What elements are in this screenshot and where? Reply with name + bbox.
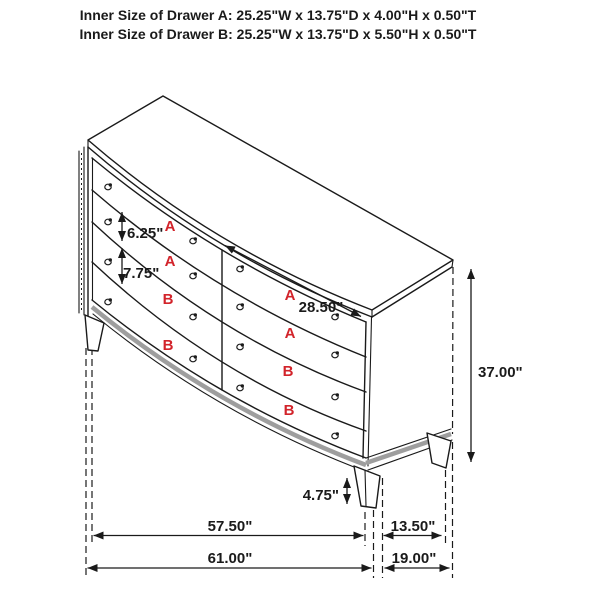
front-right-post	[363, 318, 372, 467]
knob-icon	[190, 355, 197, 362]
dim-label-case-front-width: 57.50"	[207, 518, 253, 535]
knob-icon	[105, 298, 112, 305]
knob-icon	[332, 351, 339, 358]
dim-label-leg-height: 4.75"	[302, 487, 339, 504]
dim-label-case-side-depth: 13.50"	[390, 518, 436, 535]
hidden-back-edge	[453, 267, 454, 434]
bottom-molding	[92, 307, 452, 472]
dim-label-overall-depth: 19.00"	[391, 550, 437, 567]
front-center-leg	[354, 466, 380, 508]
left-side-panel	[79, 147, 93, 317]
header-line-drawer-a: Inner Size of Drawer A: 25.25"W x 13.75"D x 4.00"H x 0.50"T	[79, 7, 477, 23]
drawer-label: A	[164, 253, 176, 270]
back-right-leg	[427, 433, 451, 468]
drawer-label: A	[284, 287, 296, 304]
drawer-label: B	[162, 291, 174, 308]
knob-icon	[237, 265, 244, 272]
drawer-label: B	[283, 402, 295, 419]
knob-icon	[332, 432, 339, 439]
extension-lines	[86, 348, 453, 578]
drawer-label: A	[164, 218, 176, 235]
dim-label-drawer-b-height: 7.75"	[123, 265, 160, 282]
knob-icon	[105, 218, 112, 225]
front-bottom-edge	[92, 300, 366, 458]
knob-icon	[190, 237, 197, 244]
knob-icon	[105, 258, 112, 265]
dim-label-overall-height: 37.00"	[478, 364, 523, 381]
knob-icon	[332, 393, 339, 400]
knob-icon	[105, 183, 112, 190]
drawer-label: B	[282, 363, 294, 380]
knob-icon	[190, 272, 197, 279]
knob-icon	[237, 384, 244, 391]
dim-label-drawer-a-height: 6.25"	[127, 225, 164, 242]
header-line-drawer-b: Inner Size of Drawer B: 25.25"W x 13.75"D x 5.50"H x 0.50"T	[79, 25, 477, 42]
drawer-label: B	[162, 337, 174, 354]
knob-icon	[190, 313, 197, 320]
knob-icon	[237, 343, 244, 350]
dim-label-overall-width: 61.00"	[207, 550, 253, 567]
drawer-label: A	[284, 325, 296, 342]
dim-label-drawer-front-width: 28.50"	[298, 299, 344, 316]
knob-icon	[237, 303, 244, 310]
dresser-top	[88, 96, 453, 317]
